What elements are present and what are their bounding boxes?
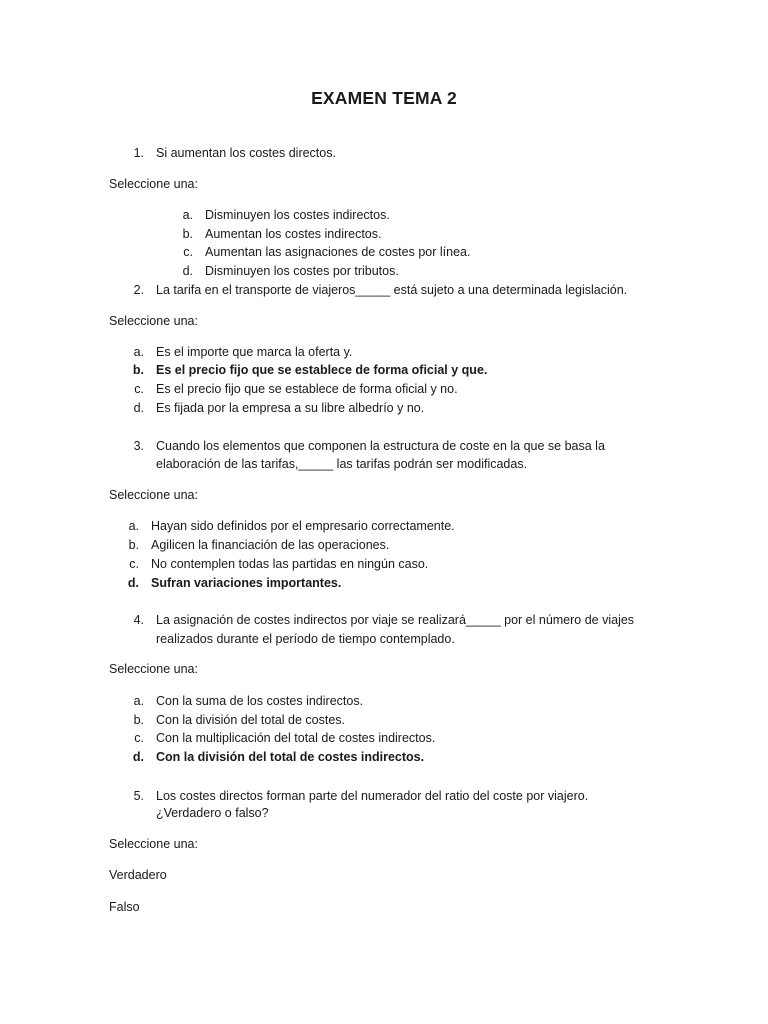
option-letter: c.	[183, 245, 193, 259]
select-label: Seleccione una:	[109, 314, 198, 328]
answer-option-selected[interactable]: Sufran variaciones importantes.	[151, 576, 342, 590]
answer-option[interactable]: Disminuyen los costes por tributos.	[205, 264, 399, 278]
answer-option[interactable]: Aumentan las asignaciones de costes por línea.	[205, 245, 471, 259]
question-text: Si aumentan los costes directos.	[156, 146, 336, 160]
answer-option[interactable]: Disminuyen los costes indirectos.	[205, 208, 390, 222]
answer-option[interactable]: Con la multiplicación del total de costes indirectos.	[156, 731, 436, 745]
question-text-continued: realizados durante el período de tiempo contemplado.	[156, 632, 455, 646]
answer-option-selected[interactable]: Con la división del total de costes indirectos.	[156, 750, 425, 764]
answer-option[interactable]: No contemplen todas las partidas en ningún caso.	[151, 557, 429, 571]
answer-option-false[interactable]: Falso	[109, 900, 140, 914]
option-letter-selected: b.	[132, 363, 144, 377]
option-letter: b.	[128, 538, 139, 552]
select-label: Seleccione una:	[109, 837, 198, 851]
answer-option[interactable]: Con la división del total de costes.	[156, 713, 345, 727]
option-letter: a.	[128, 519, 139, 533]
option-letter: a.	[182, 208, 193, 222]
question-text: Cuando los elementos que componen la estructura de coste en la que se basa la	[156, 439, 605, 453]
question-text: La asignación de costes indirectos por viaje se realizará_____ por el número de viajes	[156, 613, 635, 627]
answer-option[interactable]: Es fijada por la empresa a su libre albedrío y no.	[156, 401, 425, 415]
answer-option-true[interactable]: Verdadero	[109, 868, 167, 882]
question-number: 4.	[133, 613, 144, 627]
question-number: 2.	[133, 283, 144, 297]
option-letter: a.	[133, 345, 144, 359]
option-letter: d.	[133, 401, 144, 415]
option-letter-selected: d.	[132, 750, 144, 764]
question-number: 3.	[133, 439, 144, 453]
option-letter: d.	[182, 264, 193, 278]
option-letter: c.	[134, 382, 144, 396]
option-letter-selected: d.	[127, 576, 139, 590]
select-label: Seleccione una:	[109, 662, 198, 676]
option-letter: a.	[133, 694, 144, 708]
option-letter: b.	[133, 713, 144, 727]
answer-option[interactable]: Con la suma de los costes indirectos.	[156, 694, 364, 708]
question-number: 1.	[133, 146, 144, 160]
answer-option[interactable]: Es el importe que marca la oferta y.	[156, 345, 353, 359]
answer-option[interactable]: Aumentan los costes indirectos.	[205, 227, 382, 241]
select-label: Seleccione una:	[109, 177, 198, 191]
question-text-continued: elaboración de las tarifas,_____ las tarifas podrán ser modificadas.	[156, 457, 528, 471]
select-label: Seleccione una:	[109, 488, 198, 502]
question-text: La tarifa en el transporte de viajeros_____ está sujeto a una determinada legislación.	[156, 283, 628, 297]
answer-option[interactable]: Agilicen la financiación de las operaciones.	[151, 538, 390, 552]
answer-option[interactable]: Es el precio fijo que se establece de forma oficial y no.	[156, 382, 458, 396]
answer-option-selected[interactable]: Es el precio fijo que se establece de forma oficial y que.	[156, 363, 488, 377]
option-letter: b.	[182, 227, 193, 241]
question-text: Los costes directos forman parte del numerador del ratio del coste por viajero.	[156, 789, 589, 803]
option-letter: c.	[134, 731, 144, 745]
page-title: EXAMEN TEMA 2	[311, 88, 457, 108]
answer-option[interactable]: Hayan sido definidos por el empresario correctamente.	[151, 519, 455, 533]
question-number: 5.	[133, 789, 144, 803]
question-text-continued: ¿Verdadero o falso?	[156, 806, 269, 820]
option-letter: c.	[129, 557, 139, 571]
